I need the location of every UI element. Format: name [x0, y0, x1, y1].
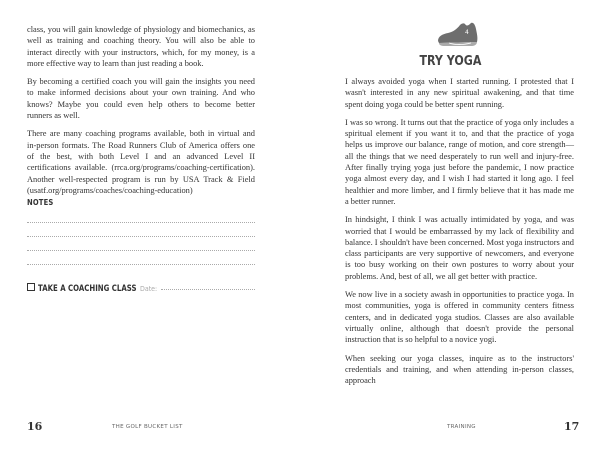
page-number: 16 — [27, 420, 43, 433]
notes-heading: NOTES — [27, 198, 54, 207]
shoe-number: 4 — [465, 29, 469, 36]
task-label: TAKE A COACHING CLASS — [38, 284, 137, 294]
section-title-text: TRY YOGA — [419, 54, 481, 69]
right-page — [300, 0, 600, 450]
paragraph: In hindsight, I think I was actually intimidated by yoga, and was worried that I would be embarrassed by my lack of flexibility and balance. I shouldn't have been concerned. Most yoga instructors and class participants are very supportive of newcomers, and everyone is too busy working on their own postures to worry about your problems. And, best of all, we all get better with practice. — [345, 215, 574, 281]
coaching-class-task — [27, 283, 255, 294]
paragraph: I was so wrong. It turns out that the practice of yoga only includes a spiritual element if you want it to, and that the practice of yoga helps us improve our balance, range of motion, and core strength—all the things that we need desperately to run well and injury-free. After finally trying yoga just before the pandemic, I now practice yoga almost every day, and I wish I had started it long ago. I feel healthier and more limber, and I firmly believe that it has made me a better runner. — [345, 117, 574, 206]
right-body-text — [345, 76, 574, 393]
notes-line[interactable] — [27, 264, 255, 265]
running-shoe-icon — [435, 21, 479, 49]
task-checkbox[interactable] — [27, 283, 35, 291]
notes-line[interactable] — [27, 250, 255, 251]
page-number: 17 — [564, 420, 580, 433]
paragraph: I always avoided yoga when I started running. I protested that I wasn't interested in any new spiritual awakening, and that time spent doing yoga could be better spent running. — [345, 77, 574, 109]
notes-line[interactable] — [27, 222, 255, 223]
paragraph: class, you will gain knowledge of physiology and biomechanics, as well as training and coaching theory. You will also be able to interact directly with your instructors, which, for my money, is a more effective way to learn than just reading a book. — [27, 25, 255, 68]
left-body-text — [27, 24, 255, 203]
date-label: Date: — [140, 285, 158, 293]
section-title — [300, 54, 600, 69]
running-head: TRAINING — [447, 424, 476, 430]
paragraph: By becoming a certified coach you will gain the insights you need to make informed decisions about your own training. And who knows? Maybe you could even help others to become better runners as well. — [27, 77, 255, 121]
notes-line[interactable] — [27, 236, 255, 237]
running-head: THE GOLF BUCKET LIST — [112, 424, 183, 430]
date-field[interactable] — [161, 289, 255, 290]
paragraph: There are many coaching programs available, both in virtual and in-person formats. The Road Runners Club of America offers one of the best, with both Level I and an advanced Level II certifications available. (rrca.org/programs/coaching-certification). Another well-respected program is run by USA Track & Field (usatf.org/programs/coaches/coaching-education) — [27, 129, 255, 195]
paragraph: We now live in a society awash in opportunities to practice yoga. In most communities, yoga is offered in community centers fitness centers, and in dedicated yoga studios. Classes are also available virtually online, although that doesn't provide the personal instruction that is so helpful to a novice yogi. — [345, 290, 574, 345]
paragraph: When seeking our yoga classes, inquire as to the instructors' credentials and training, and when attending in-person classes, approach — [345, 353, 574, 386]
